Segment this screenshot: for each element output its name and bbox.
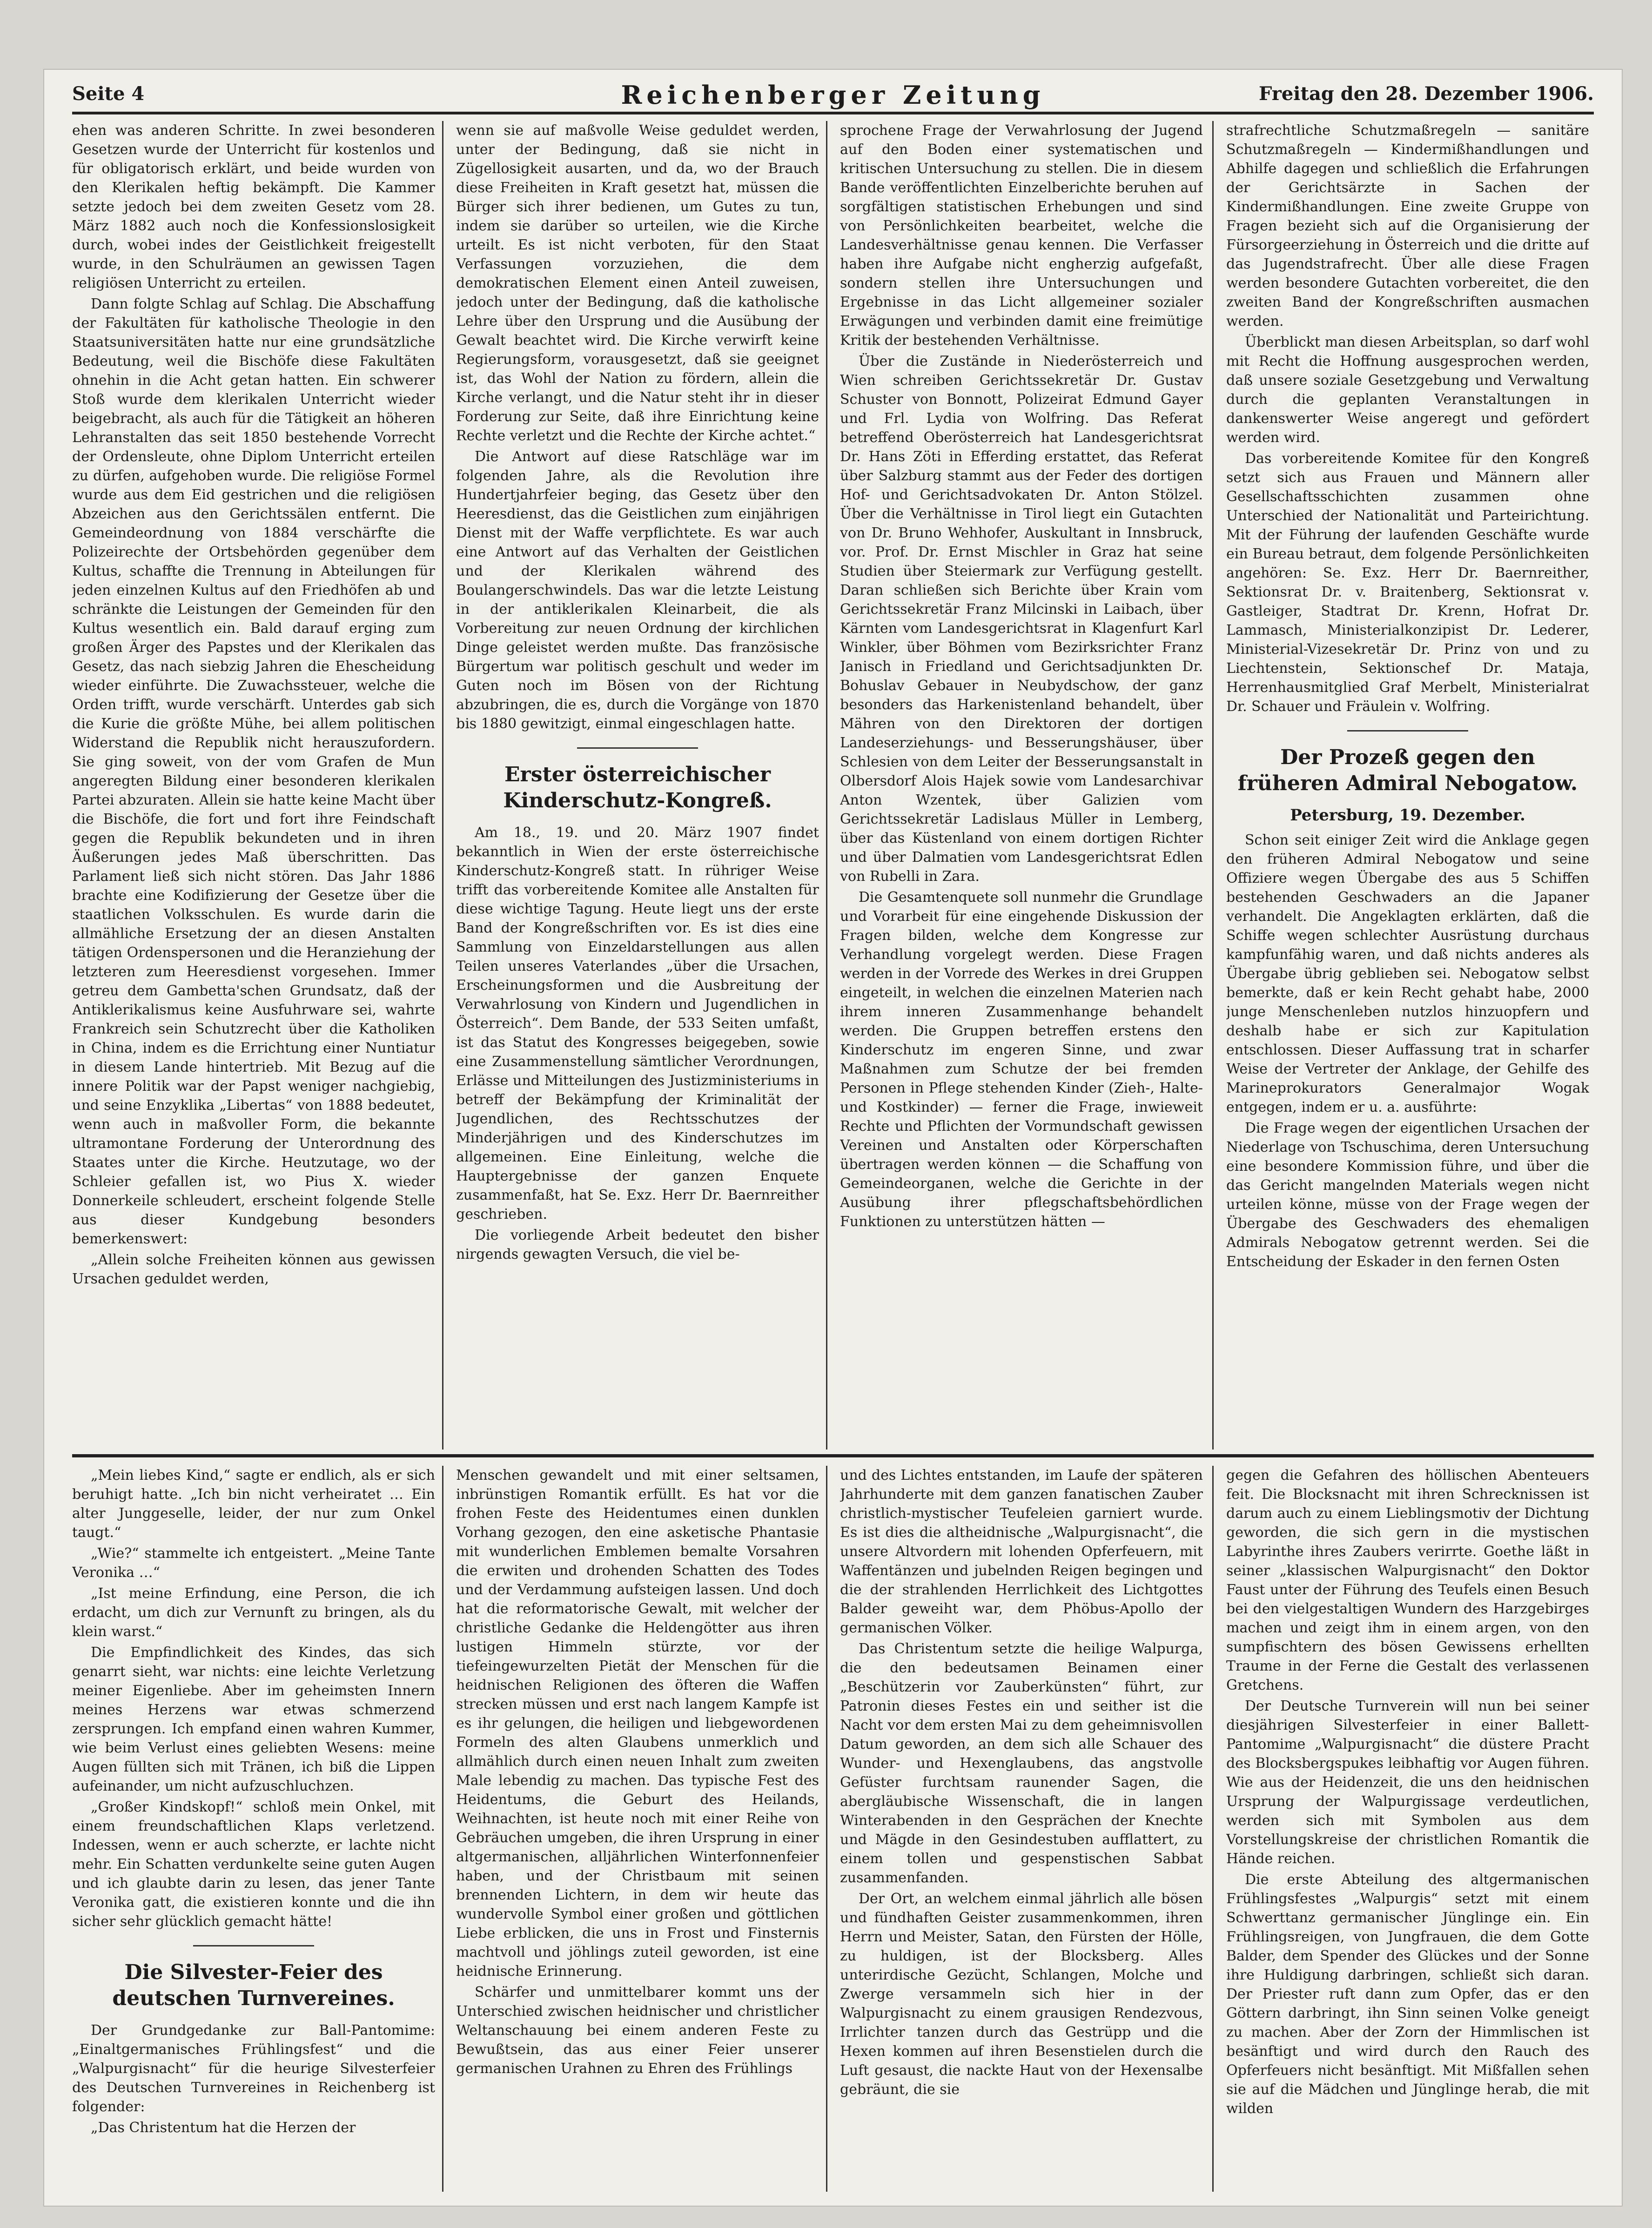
- column-rule: [1212, 121, 1214, 1450]
- paragraph: gegen die Gefahren des höllischen Abenteuers feit. Die Blocksnacht mit ihren Schrecknissen ist darum auch zu einem Lieblingsmotiv der Dichtung geworden, die sich gern in die mystischen Labyrinthe ihres Zaubers verirrte. Goethe läßt in seiner „klassischen Walpurgisnacht“ den Doktor Faust unter der Führung des Teufels einen Besuch bei den vielgestaltigen Wundern des Harzgebirges machen und zeigt ihm in einem argen, von den sumpfischtern des bösen Gewissens erhellten Traume in der Ferne die Gestalt des verlassenen Gretchens.: [1226, 1467, 1589, 1693]
- article-column-1: [72, 121, 435, 1447]
- feuilleton-column-3: [840, 1466, 1203, 2192]
- paragraph: Der Deutsche Turnverein will nun bei seiner diesjährigen Silvesterfeier in einer Ballett-Pantomime „Walpurgisnacht“ die düstere Pracht des Blocksbergspukes leibhaftig vor Augen führen. Wie aus der Heidenzeit, die uns den heidnischen Ursprung der Walpurgissage verdeutlichen, werden sich mit Symbolen aus dem Vorstellungskreise der christlichen Romantik die Hände reichen.: [1226, 1698, 1589, 1867]
- paragraph: Überblickt man diesen Arbeitsplan, so darf wohl mit Recht die Hoffnung ausgesprochen werden, daß unsere soziale Gesetzgebung und Verwaltung durch die geplanten Veranstaltungen in dankenswerter Weise angeregt und gefördert werden wird.: [1226, 334, 1589, 446]
- paragraph: sprochene Frage der Verwahrlosung der Jugend auf den Boden einer systematischen und kritischen Untersuchung zu stellen. Die in diesem Bande veröffentlichten Einzelberichte beruhen auf sorgfältigen statistischen Erhebungen und sind von Persönlichkeiten bearbeitet, welche die Landesverhältnisse genau kennen. Die Verfasser haben ihre Aufgabe nicht engherzig aufgefaßt, sondern stellen ihre Untersuchungen und Ergebnisse in das Licht allgemeiner sozialer Erwägungen und verbinden damit eine freimütige Kritik der bestehenden Verhältnisse.: [840, 122, 1203, 349]
- paragraph: Menschen gewandelt und mit einer seltsamen, inbrünstigen Romantik erfüllt. Es hat vor die frohen Feste des Heidentumes einen dunklen Vorhang gezogen, den eine asketische Phantasie mit wunderlichen Emblemen bemalte Vorsahren die erwiten und drohenden Schatten des Todes und der Verdammung aufsteigen lassen. Und doch hat die reformatorische Gewalt, mit welcher der christliche Gedanke die Heldengötter aus ihren lustigen Himmeln stürzte, vor der tiefeingewurzelten Pietät der Menschen für die heidnischen Religionen des öfteren die Waffen strecken müssen und erst nach langem Kampfe ist es ihr gelungen, die heiligen und liebgewordenen Formeln des alten Glaubens unmerklich und allmählich durch einen neuen Inhalt zum zweiten Male lebendig zu machen. Das typische Fest des Heidentums, die Geburt des Heilands, Weihnachten, ist heute noch mit einer Reihe von Gebräuchen umgeben, die ihren Ursprung in einer altgermanischen, alljährlichen Winterfonnenfeier haben, und der Christbaum mit seinen brennenden Lichtern, in dem wir heute das wundervolle Symbol einer großen und göttlichen Liebe erblicken, die uns in Frost und Finsternis machtvoll und jöhlings zuteil geworden, ist eine heidnische Erinnerung.: [456, 1467, 819, 1980]
- paragraph: Das vorbereitende Komitee für den Kongreß setzt sich aus Frauen und Männern aller Gesellschaftsschichten zusammen ohne Unterschied der Nationalität und Parteirichtung. Mit der Führung der laufenden Geschäfte wurde ein Bureau betraut, dem folgende Persönlichkeiten angehören: Se. Exz. Herr Dr. Baernreither, Sektionsrat Dr. v. Braitenberg, Sektionsrat v. Gastleiger, Stadtrat Dr. Krenn, Hofrat Dr. Lammasch, Ministerialkonzipist Dr. Lederer, Ministerial-Vizesekretär Dr. Prinz von und zu Liechtenstein, Sektionschef Dr. Mataja, Herrenhausmitglied Graf Merbelt, Ministerialrat Dr. Schauer und Fräulein v. Wolfring.: [1226, 450, 1589, 715]
- column-rule: [826, 121, 827, 1450]
- paragraph: Die vorliegende Arbeit bedeutet den bisher nirgends gewagten Versuch, die viel be-: [456, 1227, 819, 1262]
- column-rule: [442, 1466, 443, 2192]
- column-rule: [826, 1466, 827, 2192]
- paragraph: „Mein liebes Kind,“ sagte er endlich, als er sich beruhigt hatte. „Ich bin nicht verheiratet … Ein alter Junggeselle, leider, der nur zum Onkel taugt.“: [72, 1467, 435, 1541]
- section-separator: [193, 1945, 314, 1946]
- paragraph: „Allein solche Freiheiten können aus gewissen Ursachen geduldet werden,: [72, 1252, 435, 1287]
- paragraph: Der Grundgedanke zur Ball-Pantomime: „Einaltgermanisches Frühlingsfest“ und die „Walpurgisnacht“ für die heurige Silvesterfeier des Deutschen Turnvereines in Reichenberg ist folgender:: [72, 2022, 435, 2115]
- paragraph: Schärfer und unmittelbarer kommt uns der Unterschied zwischen heidnischer und christlicher Weltanschauung bei einem anderen Feste zu Bewußtsein, das aus einer Feier unserer germanischen Urahnen zu Ehren des Frühlings: [456, 1984, 819, 2077]
- dateline: Petersburg, 19. Dezember.: [1290, 806, 1525, 825]
- paragraph: Die Empfindlichkeit des Kindes, das sich genarrt sieht, war nichts: eine leichte Verletzung meiner Eigenliebe. Aber im geheimsten Innern meines Herzens war etwas schmerzend zersprungen. Ich empfand einen wahren Kummer, wie beim Verlust eines geliebten Wesens: meine Augen füllten sich mit Tränen, ich biß die Lippen aufeinander, um nicht aufzuschluchzen.: [72, 1644, 435, 1794]
- paragraph: „Ist meine Erfindung, eine Person, die ich erdacht, um dich zur Vernunft zu bringen, als du klein warst.“: [72, 1585, 435, 1640]
- paragraph: „Wie?“ stammelte ich entgeistert. „Meine Tante Veronika …“: [72, 1545, 435, 1581]
- paragraph: ehen was anderen Schritte. In zwei besonderen Gesetzen wurde der Unterricht für kostenlos und für obligatorisch erklärt, und beide wurden von den Klerikalen heftig bekämpft. Die Kammer setzte jedoch bei dem zweiten Gesetz vom 28. März 1882 auch noch die Konfessionslosigkeit durch, wobei indes der Geistlichkeit freigestellt wurde, in den Schulräumen an gewissen Tagen religiösen Unterricht zu erteilen.: [72, 122, 435, 291]
- paragraph: strafrechtliche Schutzmaßregeln — sanitäre Schutzmaßregeln — Kindermißhandlungen und Abhilfe dagegen und schließlich die Erfahrungen der Gerichtsärzte in Sachen der Kindermißhandlungen. Eine zweite Gruppe von Fragen bezieht sich auf die Organisierung der Fürsorgeerziehung in Österreich und die dritte auf das Jugendstrafrecht. Über alle diese Fragen werden besondere Gutachten vorbereitet, die den zweiten Band der Kongreßschriften ausmachen werden.: [1226, 122, 1589, 329]
- column-rule: [442, 121, 443, 1450]
- paragraph: Die erste Abteilung des altgermanischen Frühlingsfestes „Walpurgis“ setzt mit einem Schwerttanz germanischer Jünglinge ein. Ein Frühlingsreigen, von Jungfrauen, die dem Gotte Balder, dem Spender des Glückes und der Sonne ihre Huldigung darbringen, schließt sich daran. Der Priester ruft dann zum Opfer, das er den Göttern darbringt, ihn Sinn seinen Volke geneigt zu machen. Aber der Zorn der Himmlischen ist besänftigt und wird durch den Rauch des Opferfeuers nicht besänftigt. Mit Mißfallen sehen sie auf die Mädchen und Jünglinge herab, die mit wilden: [1226, 1872, 1589, 2117]
- feuilleton-column-4: [1226, 1466, 1589, 2192]
- article-headline: Der Prozeß gegen den früheren Admiral Nebogatow.: [1237, 745, 1578, 795]
- paragraph: „Das Christentum hat die Herzen der: [91, 2120, 356, 2136]
- section-separator: [577, 747, 698, 749]
- paragraph: Die Antwort auf diese Ratschläge war im folgenden Jahre, als die Revolution ihre Hundertjahrfeier beging, das Gesetz über den Heeresdienst, das die Geistlichen zum einjährigen Dienst mit der Waffe verpflichtete. Es war auch eine Antwort auf das Verhalten der Geistlichen und der Klerikalen während des Boulangerschwindels. Das war die letzte Leistung in der antiklerikalen Kleinarbeit, die als Vorbereitung zur neuen Ordnung der kirchlichen Dinge geleistet werden mußte. Das französische Bürgertum war politisch geschult und weder im Guten noch im Bösen von der Richtung abzubringen, die es, durch die Vorgänge von 1870 bis 1880 gewitzigt, einmal eingeschlagen hatte.: [456, 449, 819, 732]
- column-rule: [1212, 1466, 1214, 2192]
- section-separator: [1347, 730, 1468, 731]
- article-headline: Die Silvester-Feier des deutschen Turnvereines.: [112, 1960, 395, 2010]
- paragraph: Die Gesamtenquete soll nunmehr die Grundlage und Vorarbeit für eine eingehende Diskussion der Fragen bilden, welche dem Kongresse zur Verhandlung vorgelegt werden. Diese Fragen werden in der Vorrede des Werkes in drei Gruppen eingeteilt, in welchen die einzelnen Materien nach ihrem inneren Zusammenhange behandelt werden. Die Gruppen betreffen erstens den Kinderschutz im engeren Sinne, und zwar Maßnahmen zum Schutze der bei fremden Personen in Pflege stehenden Kinder (Zieh-, Halte- und Kostkinder) — ferner die Frage, inwieweit Rechte und Pflichten der Vormundschaft gewissen Vereinen und Anstalten oder Körperschaften übertragen werden können — die Schaffung von Gemeindeorganen, welche die Gerichte in der Ausübung ihrer pflegschaftsbehördlichen Funktionen zu unterstützen hätten —: [840, 889, 1203, 1230]
- paragraph: „Großer Kindskopf!“ schloß mein Onkel, mit einem freundschaftlichen Klaps verletzend. Indessen, wenn er auch scherzte, er lachte nicht mehr. Ein Schatten verdunkelte seine guten Augen und ich glaubte darin zu lesen, das jener Tante Veronika gatt, die existieren konnte und die ihn sicher sehr glücklich gemacht hätte!: [72, 1799, 435, 1930]
- paragraph: Das Christentum setzte die heilige Walpurga, die den bedeutsamen Beinamen einer „Beschützerin vor Zauberkünsten“ führt, zur Patronin dieses Festes ein und seither ist die Nacht vor dem ersten Mai zu dem geheimnisvollen Datum geworden, an dem sich alle Schauer des Wunder- und Hexenglaubens, das angstvolle Gefüster furchtsam raunender Sagen, die abergläubische Wissenschaft, die in langen Winterabenden in den Gesprächen der Knechte und Mägde in den Gesindestuben aufflattert, zu einem tollen und gespenstischen Sabbat zusammenfanden.: [840, 1641, 1203, 1886]
- article-headline: Erster österreichischer Kinderschutz-Kongreß.: [503, 763, 772, 812]
- feuilleton-column-1: [72, 1466, 435, 2192]
- paragraph: Am 18., 19. und 20. März 1907 findet bekanntlich in Wien der erste österreichische Kinderschutz-Kongreß statt. In rühriger Weise trifft das vorbereitende Komitee alle Anstalten für diese wichtige Tagung. Heute liegt uns der erste Band der Kongreßschriften vor. Es ist dies eine Sammlung von Einzeldarstellungen aus allen Teilen unseres Vaterlandes „über die Ursachen, Erscheinungsformen und die Ausbreitung der Verwahrlosung von Kindern und Jugendlichen in Österreich“. Dem Bande, der 533 Seiten umfaßt, ist das Statut des Kongresses beigegeben, sowie eine Zusammenstellung sämtlicher Verordnungen, Erlässe und Mitteilungen des Justizministeriums in betreff der Bekämpfung der Kriminalität der Jugendlichen, des Rechtsschutzes der Minderjährigen und des Kinderschutzes im allgemeinen. Eine Einleitung, welche die Hauptergebnisse der ganzen Enquete zusammenfaßt, hat Se. Exz. Herr Dr. Baernreither geschrieben.: [456, 825, 819, 1222]
- paragraph: Die Frage wegen der eigentlichen Ursachen der Niederlage von Tschuschima, deren Untersuchung eine besondere Kommission führe, und über die das Gericht mangelnden Materials wegen nicht urteilen könne, müsse von der Frage wegen der Übergabe des Geschwaders des ehemaligen Admirals Nebogatow getrennt werden. Sei die Entscheidung der Eskader in den fernen Osten: [1226, 1120, 1589, 1270]
- newspaper-page: [44, 70, 1622, 2206]
- paragraph: und des Lichtes entstanden, im Laufe der späteren Jahrhunderte mit dem ganzen fanatischen Zauber christlich-mystischer Teufeleien garniert wurde. Es ist dies die altheidnische „Walpurgisnacht“, die unsere Altvordern mit lohenden Opferfeuern, mit Waffentänzen und jubelnden Reigen begingen und die der strahlenden Herrlichkeit des Lichtgottes Balder geweiht war, dem Phöbus-Apollo der germanischen Völker.: [840, 1467, 1203, 1636]
- paragraph: Der Ort, an welchem einmal jährlich alle bösen und fündhaften Geister zusammenkommen, ihren Herrn und Meister, Satan, den Fürsten der Hölle, zu huldigen, ist der Blocksberg. Alles unterirdische Gezücht, Schlangen, Molche und Zwerge versammeln sich hier in der Walpurgisnacht zu einem grausigen Rendezvous, Irrlichter tanzen durch das Gestrüpp und die Hexen kommen auf ihren Besenstielen durch die Luft gesaust, die nackte Haut von der Hexensalbe gebräunt, die sie: [840, 1891, 1203, 2098]
- issue-date: Freitag den 28. Dezember 1906.: [1259, 83, 1594, 105]
- article-column-3: [840, 121, 1203, 1447]
- feuilleton-rule: [72, 1454, 1594, 1457]
- masthead: [72, 79, 1594, 114]
- page-number: Seite 4: [72, 83, 145, 105]
- paragraph: wenn sie auf maßvolle Weise geduldet werden, unter der Bedingung, daß sie nicht in Zügellosigkeit ausarten, und da, wo der Brauch diese Freiheiten in Kraft gesetzt hat, müssen die Bürger sich ihrer bedienen, um Gutes zu tun, indem sie darüber so urteilen, wie die Kirche urteilt. Es ist nicht verboten, für den Staat Verfassungen vorzuziehen, die dem demokratischen Element einen Anteil zuweisen, jedoch unter der Bedingung, daß die katholische Lehre über den Ursprung und die Ausübung der Gewalt beachtet wird. Die Kirche verwirft keine Regierungsform, vorausgesetzt, daß sie geeignet ist, das Wohl der Nation zu fördern, allein die Kirche verlangt, und die Natur steht ihr in dieser Forderung zur Seite, daß ihre Einrichtung keine Rechte verletzt und die Rechte der Kirche achtet.“: [456, 122, 819, 444]
- paragraph: Über die Zustände in Niederösterreich und Wien schreiben Gerichtssekretär Dr. Gustav Schuster von Bonnott, Polizeirat Edmund Gayer und Frl. Lydia von Wolfring. Das Referat betreffend Oberösterreich hat Landesgerichtsrat Dr. Hans Zöti in Efferding erstattet, das Referat über Salzburg stammt aus der Feder des dortigen Hof- und Gerichtsadvokaten Dr. Anton Stölzel. Über die Verhältnisse in Tirol liegt ein Gutachten von Dr. Bruno Wehhofer, Auskultant in Innsbruck, vor. Prof. Dr. Ernst Mischler in Graz hat seine Studien über Steiermark zur Verfügung gestellt. Daran schließen sich Berichte über Krain vom Gerichtssekretär Franz Milcinski in Laibach, über Kärnten vom Landesgerichtsrat in Klagenfurt Karl Winkler, über Böhmen vom Bezirksrichter Franz Janisch in Friedland und Gerichtsadjunkten Dr. Bohuslav Gebauer in Neubydschow, der ganz besonders das Harkenistenland behandelt, über Mähren von den Direktoren der dortigen Landeserziehungs- und Besserungshäuser, über Schlesien von dem Leiter der Besserungsanstalt in Olbersdorf Alois Hajek sowie vom Landesarchivar Anton Wzentek, über Galizien vom Gerichtssekretär Ladislaus Müller in Lemberg, über das Küstenland von einem dortigen Richter und über Dalmatien vom Landesgerichtsrat Edlen von Rubelli in Zara.: [840, 353, 1203, 885]
- paragraph: Dann folgte Schlag auf Schlag. Die Abschaffung der Fakultäten für katholische Theologie in den Staatsuniversitäten hatte nur eine grundsätzliche Bedeutung, weil die Bischöfe diese Fakultäten ohnehin in die Acht getan hatten. Ein schwerer Stoß wurde dem klerikalen Unterricht wieder beigebracht, als auch für die Tätigkeit an höheren Lehranstalten das seit 1850 bestehende Vorrecht der Ordensleute, ohne Diplom Unterricht erteilen zu dürfen, aufgehoben wurde. Die religiöse Formel wurde aus dem Eid gestrichen und die religiösen Abzeichen aus den Gerichtssälen entfernt. Die Gemeindeordnung von 1884 verschärfte die Polizeirechte der Ortsbehörden gegenüber dem Kultus, schaffte die Trennung in Abteilungen für jeden einzelnen Kultus auf den Friedhöfen ab und schränkte die Leistungen der Gemeinden für den Kultus wesentlich ein. Bald darauf erging zum großen Ärger des Papstes und der Klerikalen das Gesetz, das nach siebzig Jahren die Ehescheidung wieder einführte. Die Zuwachssteuer, welche die Orden trifft, wurde verschärft. Unterdes gab sich die Kurie die größte Mühe, bei allem politischen Widerstand die Republik nicht herauszufordern. Sie ging soweit, von der vom Grafen de Mun angeregten Bildung einer besonderen klerikalen Partei abzuraten. Allein sie hatte keine Macht über die Bischöfe, die fort und fort ihre Feindschaft gegen die Republik bekundeten und in ihren Äußerungen jedes Maß überschritten. Das Parlament ließ sich nicht stören. Das Jahr 1886 brachte eine Kodifizierung der Gesetze über die staatlichen Volksschulen. Es wurde darin die allmähliche Ersetzung der an diesen Anstalten tätigen Ordenspersonen und die Heranziehung der letzteren zum Heeresdienst vorgesehen. Immer getreu dem Gambetta'schen Grundsatz, daß der Antiklerikalismus keine Ausfuhrware sei, wahrte Frankreich sein Schutzrecht über die Katholiken in China, indem es die Errichtung einer Nuntiatur in diesem Lande hintertrieb. Mit Bezug auf die innere Politik war der Papst weniger nachgiebig, und seine Enzyklika „Libertas“ von 1888 bedeutet, wenn auch in maßvoller Form, die bekannte ultramontane Forderung der Unterordnung des Staates unter die Kirche. Heutzutage, wo der Schleier gefallen ist, wo Pius X. wieder Donnerkeile schleudert, erscheint folgende Stelle aus dieser Kundgebung besonders bemerkenswert:: [72, 296, 435, 1247]
- paragraph: Schon seit einiger Zeit wird die Anklage gegen den früheren Admiral Nebogatow und seine Offiziere wegen Übergabe des aus 5 Schiffen bestehenden Geschwaders an die Japaner verhandelt. Die Angeklagten erklärten, daß die Schiffe wegen schlechter Ausrüstung durchaus kampfunfähig waren, und daß nichts anderes als Übergabe übrig geblieben sei. Nebogatow selbst bemerkte, daß er kein Recht gehabt habe, 2000 junge Menschenleben nutzlos hinzuopfern und deshalb habe er sich zur Kapitulation entschlossen. Dieser Auffassung trat in scharfer Weise der Vertreter der Anklage, der Gehilfe des Marineprokurators Generalmajor Wogak entgegen, indem er u. a. ausführte:: [1226, 832, 1589, 1115]
- article-column-4: [1226, 121, 1589, 1447]
- newspaper-title: Reichenberger Zeitung: [621, 80, 1045, 110]
- feuilleton-column-2: [456, 1466, 819, 2192]
- article-column-2: [456, 121, 819, 1447]
